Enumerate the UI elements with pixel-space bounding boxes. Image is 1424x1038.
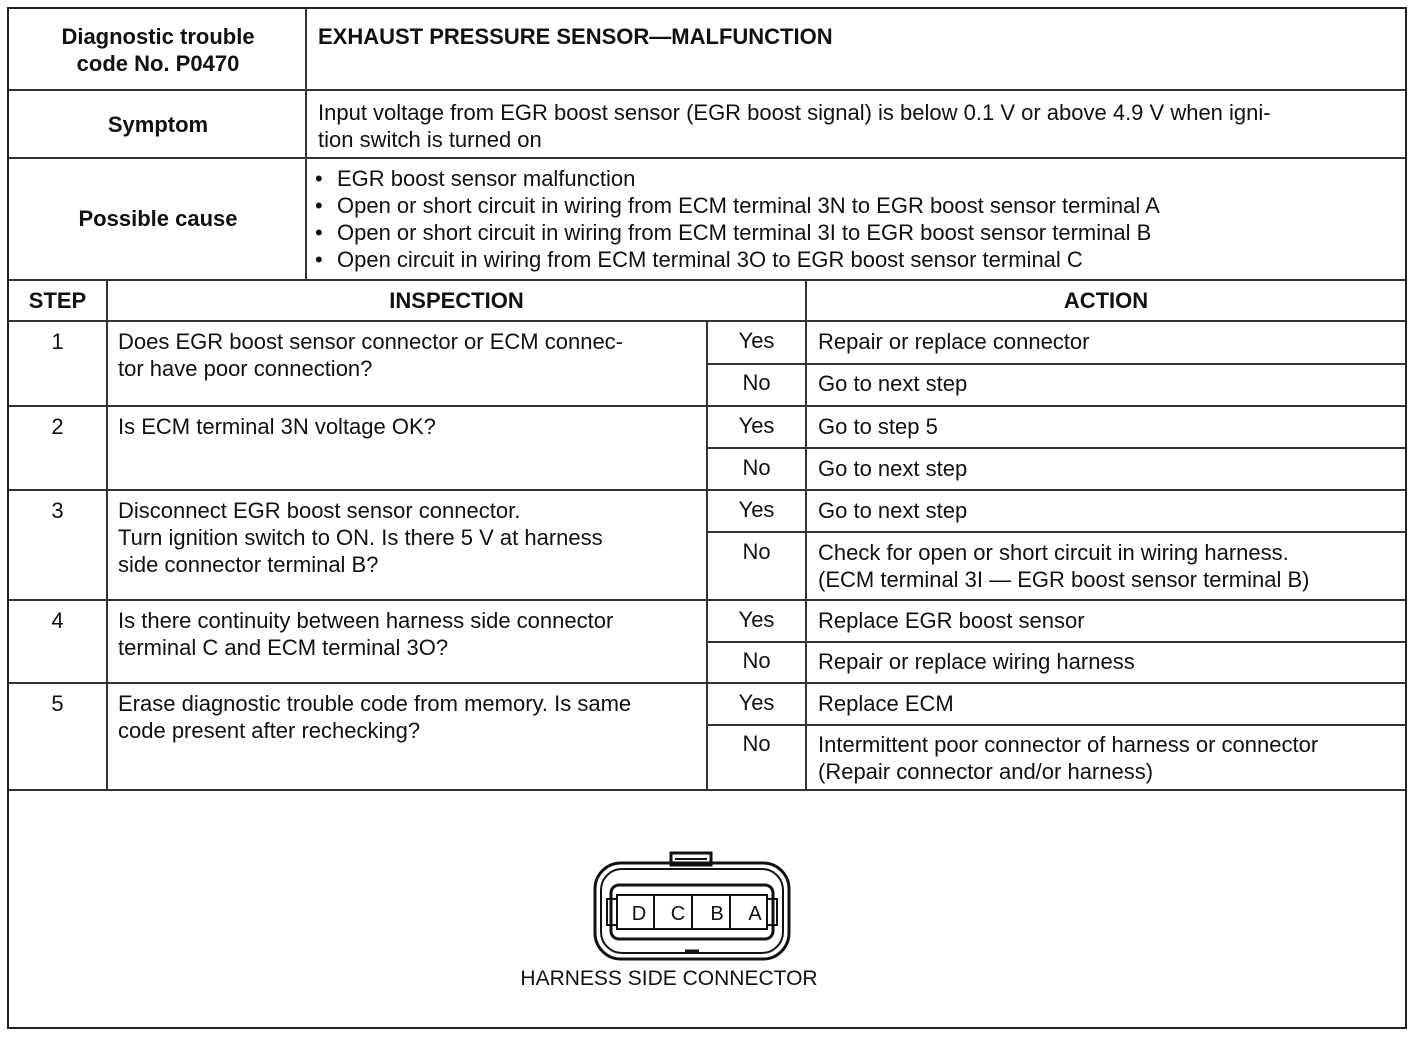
divider [706,531,1405,533]
yes-label: Yes [738,690,775,715]
action-text: Replace ECM [818,691,954,716]
pin-label-d: D [631,903,647,925]
pin-label-c: C [670,903,686,925]
no-label: No [742,731,771,756]
yes-label: Yes [738,328,775,353]
yes-label: Yes [738,497,775,522]
page-title: EXHAUST PRESSURE SENSOR—MALFUNCTION [318,24,833,49]
action-text: Replace EGR boost sensor [818,608,1085,633]
action-text: Go to next step [818,498,968,523]
column-header-step: STEP [28,288,87,313]
dtc-label: Diagnostic trouble code No. P0470 [61,24,255,76]
step-number: 4 [51,608,64,633]
divider [106,279,108,789]
connector-caption: HARNESS SIDE CONNECTOR [520,967,818,990]
column-header-action: ACTION [1063,288,1149,313]
action-text: Intermittent poor connector of harness or connector (Repair connector and/or harness) [818,732,1319,784]
divider [706,447,1405,449]
divider [706,724,1405,726]
action-text: Repair or replace wiring harness [818,649,1135,674]
inspection-text: Is there continuity between harness side connector terminal C and ECM terminal 3O? [118,608,614,660]
symptom-text: Input voltage from EGR boost sensor (EGR boost signal) is below 0.1 V or above 4.9 V when igni- tion switch is turned on [318,100,1271,152]
cause-item: • EGR boost sensor malfunction [315,165,1160,192]
divider [9,89,1405,91]
possible-cause-list [315,165,1160,273]
divider [305,9,307,279]
step-number: 3 [51,498,64,523]
divider [9,405,1405,407]
pin-label-b: B [710,903,724,925]
divider [805,279,807,789]
symptom-label: Symptom [107,112,209,137]
inspection-text: Erase diagnostic trouble code from memory. Is same code present after rechecking? [118,691,632,743]
column-header-inspection: INSPECTION [389,288,524,313]
action-text: Repair or replace connector [818,329,1090,354]
possible-cause-label: Possible cause [78,206,238,231]
step-number: 5 [51,691,64,716]
divider [9,682,1405,684]
divider [9,489,1405,491]
divider [9,599,1405,601]
action-text: Go to next step [818,456,968,481]
no-label: No [742,455,771,480]
harness-connector-diagram [587,847,807,967]
divider [9,157,1405,159]
yes-label: Yes [738,413,775,438]
inspection-text: Does EGR boost sensor connector or ECM connec- tor have poor connection? [118,329,624,381]
cause-item: • Open circuit in wiring from ECM terminal 3O to EGR boost sensor terminal C [315,246,1160,273]
action-text: Go to next step [818,371,968,396]
no-label: No [742,539,771,564]
inspection-text: Is ECM terminal 3N voltage OK? [118,414,436,439]
step-number: 2 [51,414,64,439]
divider [9,789,1405,791]
action-text: Check for open or short circuit in wiring harness. (ECM terminal 3I — EGR boost sensor terminal B) [818,540,1310,592]
pin-label-a: A [748,903,762,925]
step-number: 1 [51,329,64,354]
divider [706,641,1405,643]
inspection-text: Disconnect EGR boost sensor connector. Turn ignition switch to ON. Is there 5 V at harness side connector terminal B? [118,498,603,577]
divider [9,279,1405,281]
no-label: No [742,370,771,395]
diagnostic-document [7,7,1407,1029]
cause-item: • Open or short circuit in wiring from ECM terminal 3N to EGR boost sensor terminal A [315,192,1160,219]
cause-item: • Open or short circuit in wiring from ECM terminal 3I to EGR boost sensor terminal B [315,219,1160,246]
no-label: No [742,648,771,673]
divider [706,363,1405,365]
action-text: Go to step 5 [818,414,938,439]
yes-label: Yes [738,607,775,632]
